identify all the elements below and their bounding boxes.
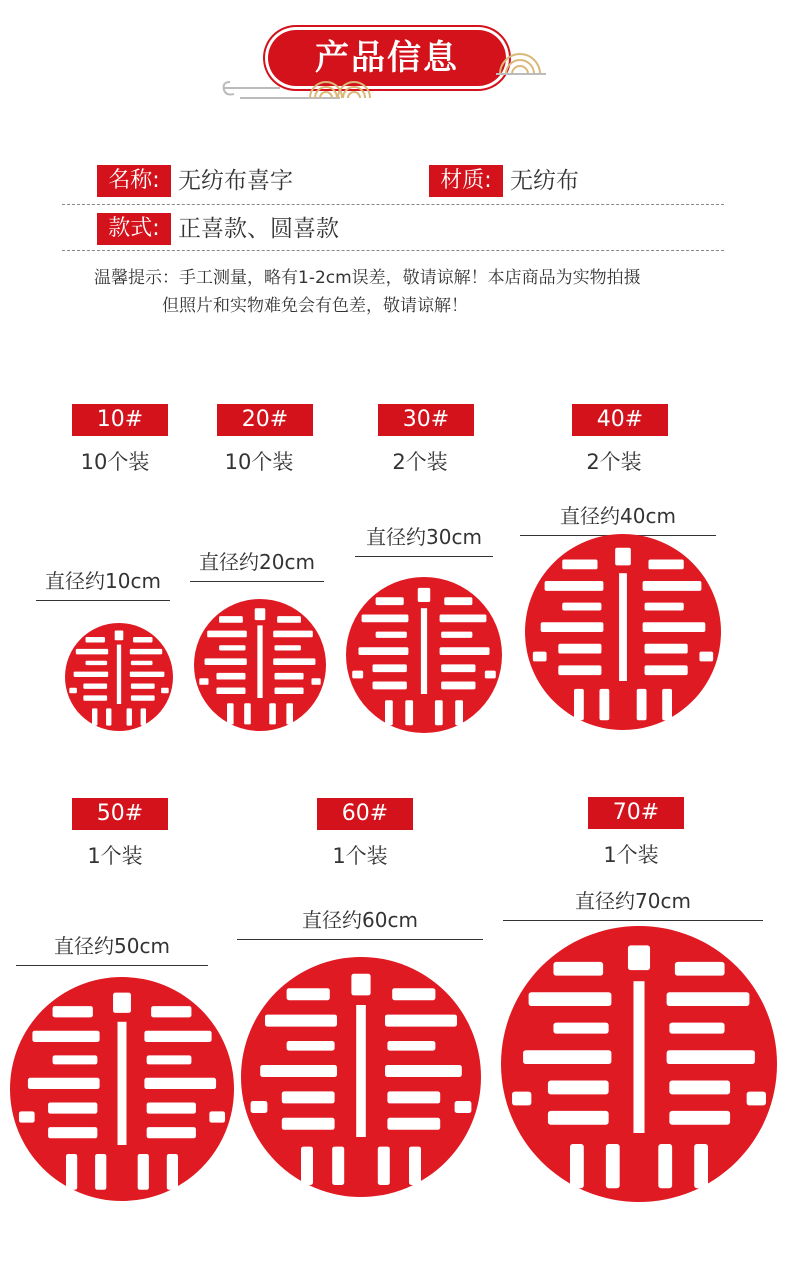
diameter-label: 直径约60cm <box>237 904 483 940</box>
size-code: 40# <box>572 404 668 436</box>
pack-count: 10个装 <box>224 450 294 474</box>
diameter-label: 直径约40cm <box>520 500 716 536</box>
material-value: 无纺布 <box>510 168 579 194</box>
pack-count: 1个装 <box>332 844 388 868</box>
size-code: 20# <box>217 404 313 436</box>
double-happiness-icon <box>241 957 481 1197</box>
pack-count: 2个装 <box>586 450 642 474</box>
pack-count: 1个装 <box>87 844 143 868</box>
style-value: 正喜款、圆喜款 <box>178 216 339 242</box>
double-happiness-icon <box>65 623 173 731</box>
size-code: 10# <box>72 404 168 436</box>
size-code: 50# <box>72 798 168 830</box>
name-label: 名称: <box>97 165 171 197</box>
double-happiness-icon <box>525 534 721 730</box>
size-code: 70# <box>588 797 684 829</box>
pack-count: 2个装 <box>392 450 448 474</box>
tip-line-2: 但照片和实物难免会有色差，敬请谅解！ <box>162 296 468 316</box>
double-happiness-icon <box>346 577 502 733</box>
pack-count: 10个装 <box>80 450 150 474</box>
double-happiness-icon <box>10 977 234 1201</box>
diameter-label: 直径约10cm <box>36 565 170 601</box>
name-value: 无纺布喜字 <box>178 168 293 194</box>
page-title: 产品信息 <box>315 38 459 78</box>
size-code: 60# <box>317 798 413 830</box>
size-code: 30# <box>378 404 474 436</box>
diameter-label: 直径约30cm <box>355 521 493 557</box>
double-happiness-icon <box>194 599 326 731</box>
tip-line-1: 温馨提示：手工测量，略有1-2cm误差，敬请谅解！本店商品为实物拍摄 <box>94 268 641 288</box>
style-label: 款式: <box>97 213 171 245</box>
diameter-label: 直径约70cm <box>503 885 763 921</box>
diameter-label: 直径约50cm <box>16 930 208 966</box>
pack-count: 1个装 <box>603 843 659 867</box>
diameter-label: 直径约20cm <box>190 546 324 582</box>
material-label: 材质: <box>429 165 503 197</box>
double-happiness-icon <box>501 926 777 1202</box>
